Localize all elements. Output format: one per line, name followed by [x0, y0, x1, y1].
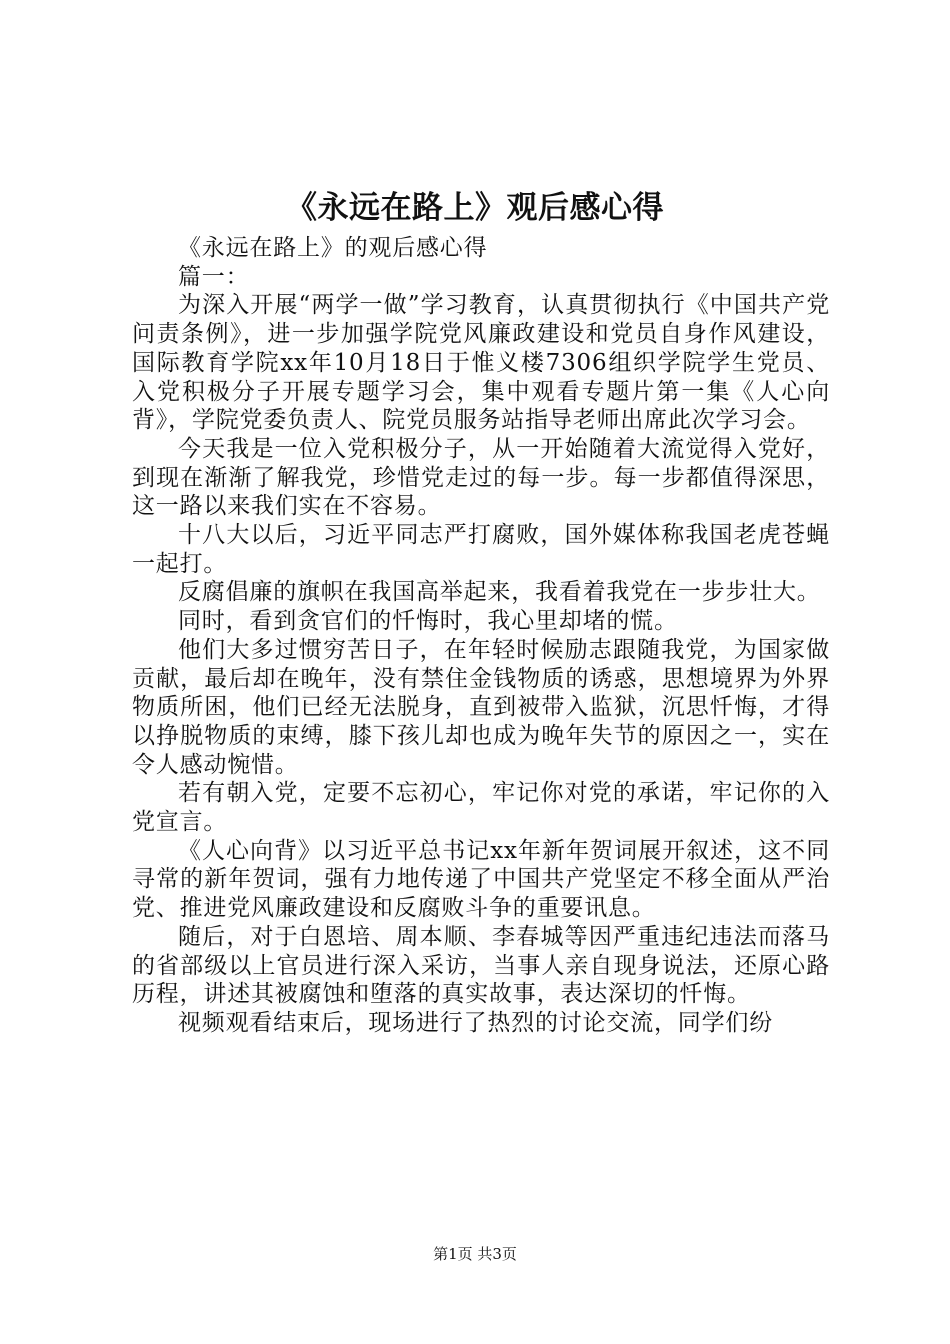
body-paragraph: 他们大多过惯穷苦日子，在年轻时候励志跟随我党，为国家做贡献，最后却在晚年，没有禁住金钱物质的诱惑，思想境界为外界物质所困，他们已经无法脱身，直到被带入监狱，沉思忏悔，才得以挣脱物质的束缚，膝下孩儿却也成为晚年失节的原因之一，实在令人感动惋惜。 [132, 636, 830, 778]
subtitle-paragraph: 《永远在路上》的观后感心得 [178, 235, 488, 261]
body-paragraph: 十八大以后，习近平同志严打腐败，国外媒体称我国老虎苍蝇一起打。 [132, 522, 830, 577]
body-paragraph: 反腐倡廉的旗帜在我国高举起来，我看着我党在一步步壮大。 [178, 579, 821, 606]
body-paragraph: 为深入开展“两学一做”学习教育，认真贯彻执行《中国共产党问责条例》，进一步加强学院党风廉政建设和党员自身作风建设，国际教育学院xx年10月18日于惟义楼7306组织学院学生党员、入党积极分子开展专题学习会，集中观看专题片第一集《人心向背》，学院党委负责人、院党员服务站指导老师出席此次学习会。 [132, 292, 830, 434]
document-body [132, 234, 830, 1038]
body-paragraph: 若有朝入党，定要不忘初心，牢记你对党的承诺，牢记你的入党宣言。 [132, 780, 830, 836]
document-title: 《永远在路上》观后感心得 [286, 190, 664, 226]
section-label: 篇一： [178, 263, 250, 290]
page-number-footer: 第1页 共3页 [433, 1245, 517, 1263]
body-paragraph: 同时，看到贪官们的忏悔时，我心里却堵的慌。 [178, 608, 678, 635]
body-paragraph: 随后，对于白恩培、周本顺、李春城等因严重违纪违法而落马的省部级以上官员进行深入采访，当事人亲自现身说法，还原心路历程，讲述其被腐蚀和堕落的真实故事，表达深切的忏悔。 [132, 923, 830, 1008]
body-paragraph: 今天我是一位入党积极分子，从一开始随着大流觉得入党好，到现在渐渐了解我党，珍惜党走过的每一步。每一步都值得深思，这一路以来我们实在不容易。 [132, 435, 830, 520]
body-paragraph: 视频观看结束后，现场进行了热烈的讨论交流，同学们纷 [178, 1009, 773, 1036]
body-paragraph: 《人心向背》以习近平总书记xx年新年贺词展开叙述，这不同寻常的新年贺词，强有力地传递了中国共产党坚定不移全面从严治党、推进党风廉政建设和反腐败斗争的重要讯息。 [132, 837, 830, 922]
